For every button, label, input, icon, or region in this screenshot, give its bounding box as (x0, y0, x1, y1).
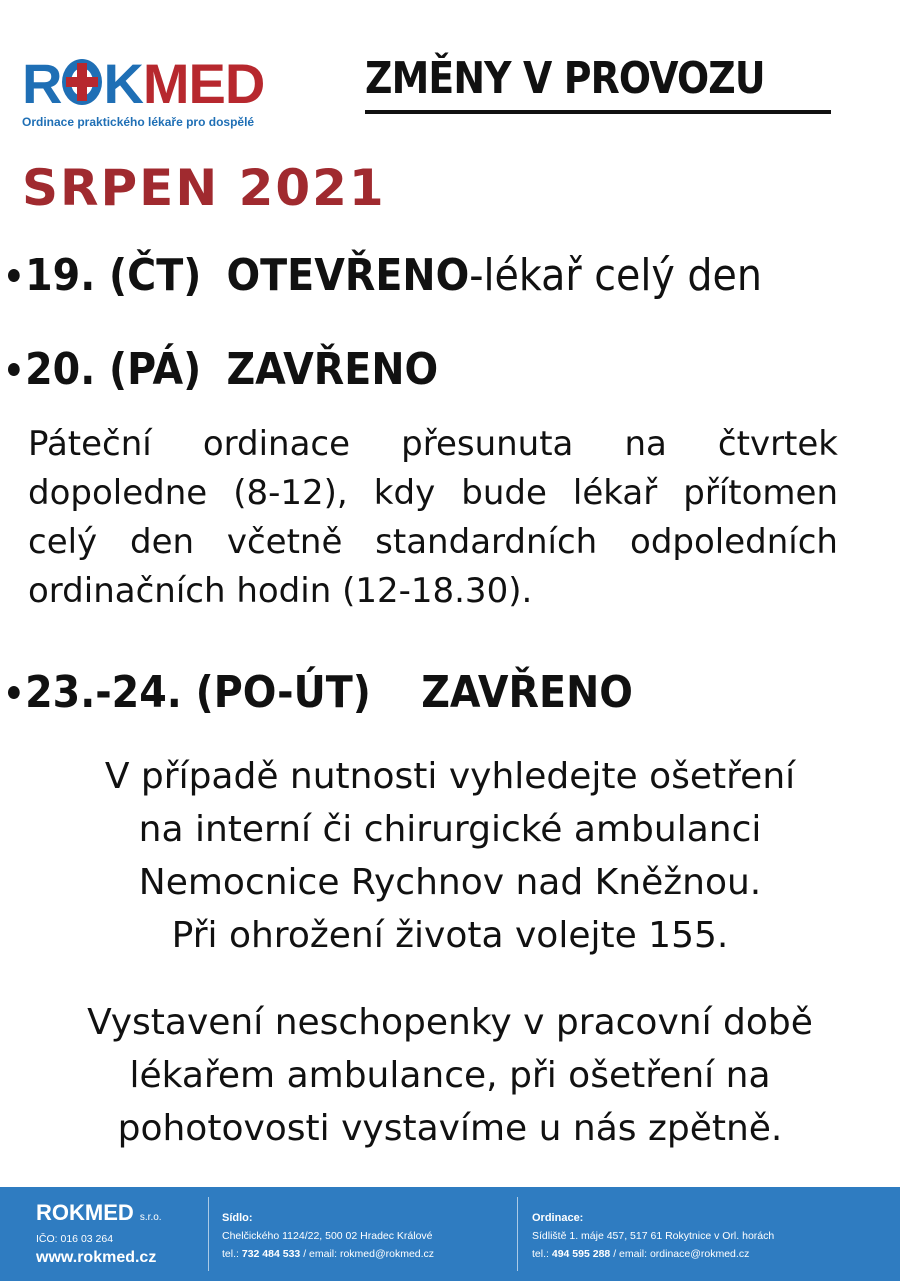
item-date: 23.-24. (PO-ÚT) (25, 667, 371, 718)
logo-letter-r: R (22, 52, 62, 115)
item-date: 19. (ČT) (25, 250, 202, 301)
logo-tagline: Ordinace praktického lékaře pro dospělé (22, 115, 255, 129)
friday-note-line: dopoledne (8-12), kdy bude lékař přítomen (28, 473, 838, 513)
footer-seat-phone[interactable]: 732 484 533 (241, 1248, 301, 1260)
footer-seat-heading: Sídlo: (222, 1212, 253, 1224)
footer-company-suffix: s.r.o. (139, 1212, 162, 1223)
footer-company-name: ROKMED (36, 1200, 134, 1225)
friday-note (28, 420, 838, 616)
friday-note-line: ordinačních hodin (12-18.30). (28, 571, 533, 611)
tel-label: tel.: (532, 1248, 549, 1260)
footer-divider (517, 1197, 518, 1271)
month-heading: SRPEN 2021 (22, 159, 386, 217)
friday-note-line: celý den včetně standardních odpoledních (28, 522, 838, 562)
footer-office-address: Sídliště 1. máje 457, 517 61 Rokytnice v Orl. horách (532, 1230, 775, 1242)
tel-label: tel.: (222, 1248, 239, 1260)
sick-note-line: lékařem ambulance, při ošetření na (129, 1055, 771, 1096)
footer-office (532, 1209, 774, 1281)
sick-note-line: Vystavení neschopenky v pracovní době (87, 1002, 813, 1043)
emergency-line: Při ohrožení života volejte 155. (171, 915, 729, 956)
title-underline (365, 110, 831, 114)
logo-wordmark (22, 52, 265, 115)
emergency-line: na interní či chirurgické ambulanci (138, 809, 762, 850)
logo-letters-med: MED (142, 52, 265, 115)
footer-seat-contact (222, 1245, 434, 1263)
friday-note-line: Páteční ordinace přesunuta na čtvrtek (28, 424, 838, 464)
footer-divider (208, 1197, 209, 1271)
emergency-line: V případě nutnosti vyhledejte ošetření (104, 756, 796, 797)
logo-letter-k: K (103, 52, 143, 115)
schedule-item-23-24 (8, 667, 633, 719)
footer-office-email[interactable]: / email: ordinace@rokmed.cz (613, 1248, 750, 1260)
footer-company (36, 1201, 162, 1281)
medical-cross-icon (62, 59, 102, 105)
bullet-icon (8, 363, 20, 376)
footer-website-link[interactable]: www.rokmed.cz (36, 1249, 157, 1266)
item-status: OTEVŘENO (226, 250, 470, 301)
item-date: 20. (PÁ) (25, 344, 202, 395)
schedule-item-19 (8, 250, 762, 302)
bullet-icon (8, 686, 20, 699)
footer-office-contact (532, 1245, 774, 1263)
emergency-info (0, 750, 900, 962)
item-status: ZAVŘENO (421, 667, 633, 718)
footer-office-heading: Ordinace: (532, 1212, 584, 1224)
footer-logo (36, 1201, 162, 1230)
bullet-icon (8, 269, 20, 282)
footer-ico: IČO: 016 03 264 (36, 1233, 114, 1245)
footer-seat-email[interactable]: / email: rokmed@rokmed.cz (303, 1248, 435, 1260)
footer-seat-address: Chelčického 1124/22, 500 02 Hradec Králové (222, 1230, 433, 1242)
footer-bar (0, 1187, 900, 1281)
schedule-item-20 (8, 344, 438, 396)
footer-office-phone[interactable]: 494 595 288 (551, 1248, 611, 1260)
notice-title: ZMĚNY V PROVOZU (365, 53, 765, 104)
item-note: -lékař celý den (469, 250, 763, 301)
sick-note-line: pohotovosti vystavíme u nás zpětně. (117, 1108, 783, 1149)
item-status: ZAVŘENO (226, 344, 439, 395)
rokmed-logo (22, 52, 265, 129)
footer-seat (222, 1209, 434, 1281)
emergency-line: Nemocnice Rychnov nad Kněžnou. (138, 862, 762, 903)
sick-note-info (0, 996, 900, 1155)
